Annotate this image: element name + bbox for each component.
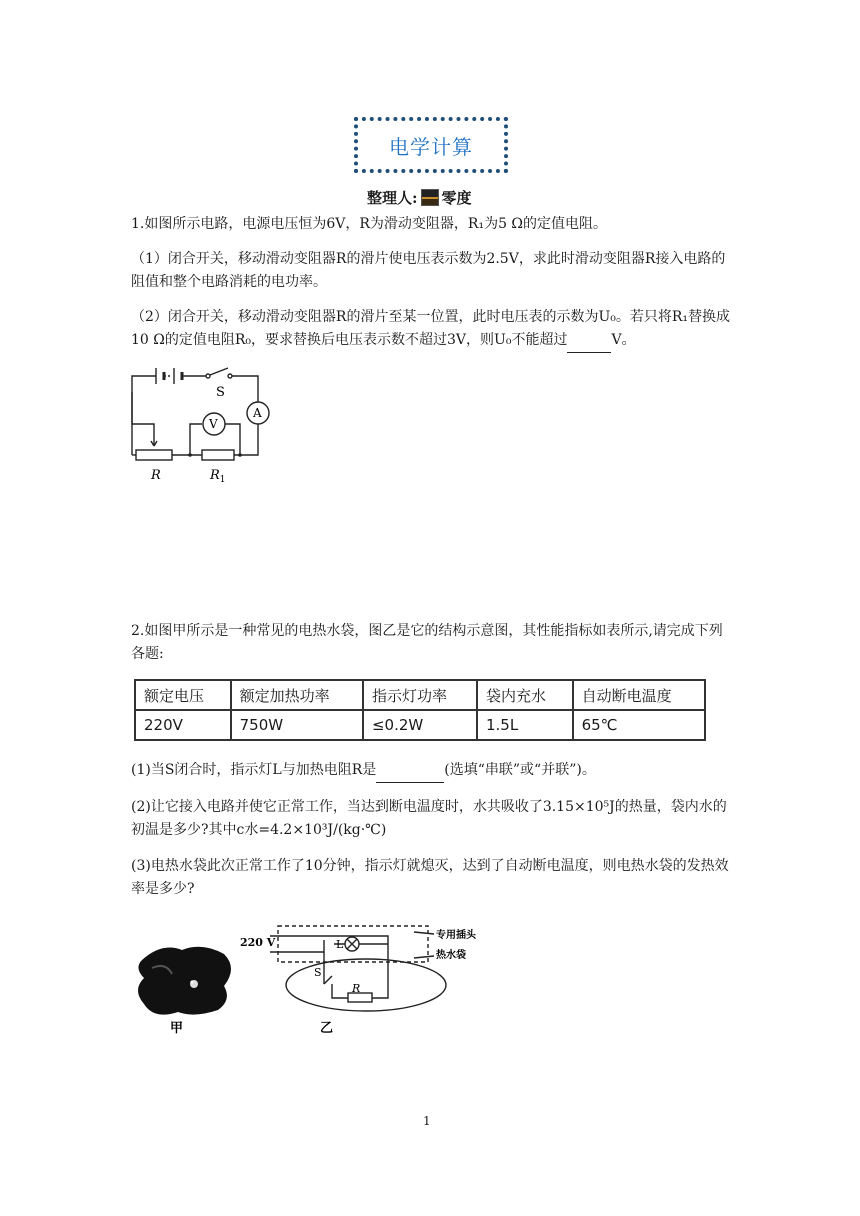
q1-part2-text: （2）闭合开关，移动滑动变阻器R的滑片至某一位置，此时电压表的示数为U₀。若只将R₁替换成10 Ω的定值电阻R₀，要求替换后电压表示数不超过3V，则U₀不能超过	[131, 309, 731, 348]
table-cell: 65℃	[573, 710, 705, 740]
voltmeter-label: V	[209, 417, 218, 431]
table-cell: 220V	[135, 710, 231, 740]
author-name: 零度	[441, 189, 472, 207]
q1-part2	[131, 306, 731, 353]
page-number: 1	[423, 1114, 431, 1128]
lamp-label: L	[336, 938, 344, 951]
table-header-cell: 额定加热功率	[231, 680, 363, 710]
switch-s-label: S	[314, 966, 322, 979]
resistor-r-label: R	[352, 982, 361, 995]
table-header-row	[135, 680, 705, 710]
author-avatar-icon	[421, 189, 439, 206]
q2-sub1	[131, 759, 731, 783]
plug-label: 专用插头	[436, 930, 476, 941]
title-box	[354, 117, 508, 173]
q2-sub3: (3)电热水袋此次正常工作了10分钟，指示灯就熄灭，达到了自动断电温度，则电热水袋的发热效率是多少?	[131, 858, 729, 897]
table-cell: ≤0.2W	[363, 710, 477, 740]
q2-sub1-text: (1)当S闭合时，指示灯L与加热电阻R是	[131, 762, 377, 778]
bag-label: 热水袋	[436, 950, 466, 961]
resistor-label: $R_1$	[210, 468, 226, 485]
figure-label-jia: 甲	[170, 1021, 184, 1036]
table-cell: 750W	[231, 710, 363, 740]
table-header-cell: 额定电压	[135, 680, 231, 710]
table-cell: 1.5L	[477, 710, 573, 740]
q1-stem: 1.如图所示电路，电源电压恒为6V，R为滑动变阻器，R₁为5 Ω的定值电阻。	[131, 216, 608, 232]
ammeter-label: A	[253, 406, 262, 420]
table-header-cell: 自动断电温度	[573, 680, 705, 710]
page-title: 电学计算	[389, 134, 473, 159]
spec-table	[134, 679, 706, 741]
rheostat-label: R	[151, 468, 161, 483]
q1-part1: （1）闭合开关，移动滑动变阻器R的滑片使电压表示数为2.5V，求此时滑动变阻器R接入电路的阻值和整个电路消耗的电功率。	[131, 251, 726, 290]
author-label: 整理人:	[367, 189, 418, 207]
switch-label: S	[216, 385, 225, 400]
q2-sub1-hint: (选填“串联”或“并联”)。	[444, 762, 596, 778]
q2-answer-blank[interactable]	[376, 759, 444, 783]
q2-sub2: (2)让它接入电路并使它正常工作，当达到断电温度时，水共吸收了3.15×10⁵J的热量，袋内水的初温是多少?其中c水=4.2×10³J/(kg·℃)	[131, 799, 727, 838]
q1-circuit-diagram	[120, 362, 280, 492]
voltage-label: 220 V	[240, 936, 276, 949]
hot-water-bag-structure-diagram	[238, 922, 498, 1038]
q1-answer-blank[interactable]	[567, 329, 611, 353]
author-line	[367, 187, 472, 208]
q1-part2-unit: V。	[611, 332, 636, 348]
table-header-cell: 袋内充水	[477, 680, 573, 710]
q2-stem: 2.如图甲所示是一种常见的电热水袋，图乙是它的结构示意图，其性能指标如表所示,请完成下列各题:	[131, 623, 723, 662]
table-header-cell: 指示灯功率	[363, 680, 477, 710]
hot-water-bag-figure	[132, 938, 242, 1038]
figure-label-yi: 乙	[320, 1021, 334, 1036]
table-row	[135, 710, 705, 740]
